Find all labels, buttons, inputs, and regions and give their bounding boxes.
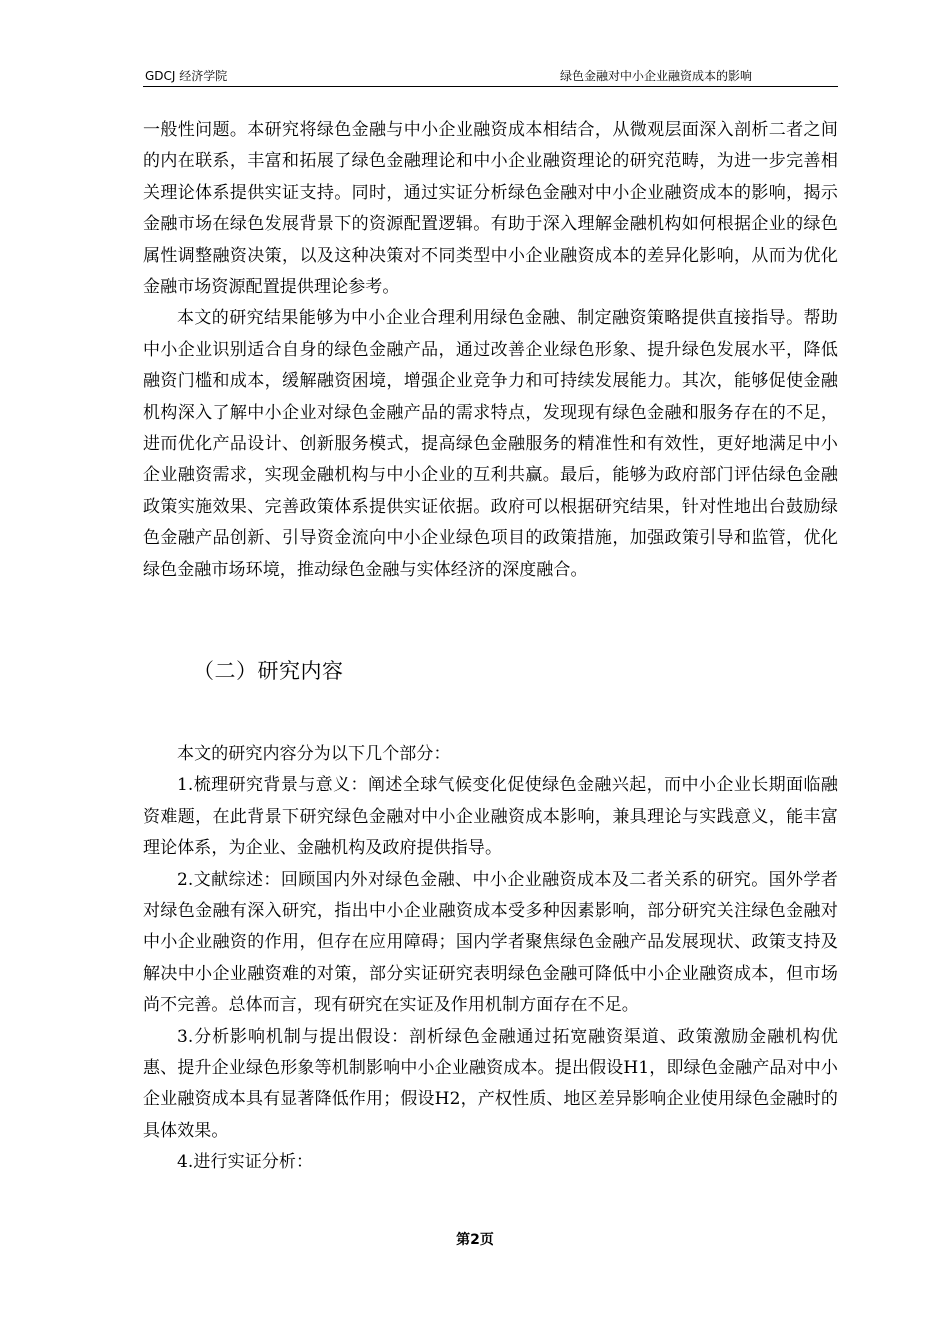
list-item-2: 2.文献综述：回顾国内外对绿色金融、中小企业融资成本及二者关系的研究。国外学者对绿色金融有深入研究，指出中小企业融资成本受多种因素影响，部分研究关注绿色金融对中小企业融资的作用，但存在应用障碍；国内学者聚焦绿色金融产品发展现状、政策支持及解决中小企业融资难的对策，部分实证研究表明绿色金融可降低中小企业融资成本，但市场尚不完善。总体而言，现有研究在实证及作用机制方面存在不足。 [143,869,838,1016]
list-item-3: 3.分析影响机制与提出假设：剖析绿色金融通过拓宽融资渠道、政策激励金融机构优惠、提升企业绿色形象等机制影响中小企业融资成本。提出假设H1，即绿色金融产品对中小企业融资成本具有显著降低作用；假设H2，产权性质、地区差异影响企业使用绿色金融时的具体效果。 [143,1026,838,1141]
paragraph-intro: 本文的研究内容分为以下几个部分： [177,744,451,764]
list-item-1: 1.梳理研究背景与意义：阐述全球气候变化促使绿色金融兴起，而中小企业长期面临融资难题，在此背景下研究绿色金融对中小企业融资成本影响，兼具理论与实践意义，能丰富理论体系，为企业、金融机构及政府提供指导。 [143,775,838,859]
body-text-lower [143,739,838,1179]
section-title: （二）研究内容 [193,659,344,683]
header-left-text: GDCJ 经济学院 [145,69,228,83]
body-text-upper [143,115,838,586]
header-right-text: 绿色金融对中小企业融资成本的影响 [559,69,752,83]
page-header [143,66,838,87]
list-item-4: 4.进行实证分析： [177,1152,314,1173]
paragraph-continued: 一般性问题。本研究将绿色金融与中小企业融资成本相结合，从微观层面深入剖析二者之间的内在联系，丰富和拓展了绿色金融理论和中小企业融资理论的研究范畴，为进一步完善相关理论体系提供实证支持。同时，通过实证分析绿色金融对中小企业融资成本的影响，揭示金融市场在绿色发展背景下的资源配置逻辑。有助于深入理解金融机构如何根据企业的绿色属性调整融资决策，以及这种决策对不同类型中小企业融资成本的差异化影响，从而为优化金融市场资源配置提供理论参考。 [143,120,838,298]
paragraph-practical-significance: 本文的研究结果能够为中小企业合理利用绿色金融、制定融资策略提供直接指导。帮助中小企业识别适合自身的绿色金融产品，通过改善企业绿色形象、提升绿色发展水平，降低融资门槛和成本，缓解融资困境，增强企业竞争力和可持续发展能力。其次，能够促使金融机构深入了解中小企业对绿色金融产品的需求特点，发现现有绿色金融和服务存在的不足，进而优化产品设计、创新服务模式，提高绿色金融服务的精准性和有效性，更好地满足中小企业融资需求，实现金融机构与中小企业的互利共赢。最后，能够为政府部门评估绿色金融政策实施效果、完善政策体系提供实证依据。政府可以根据研究结果，针对性地出台鼓励绿色金融产品创新、引导资金流向中小企业绿色项目的政策措施，加强政策引导和监管，优化绿色金融市场环境，推动绿色金融与实体经济的深度融合。 [143,308,838,580]
page-number: 第2页 [456,1232,494,1248]
